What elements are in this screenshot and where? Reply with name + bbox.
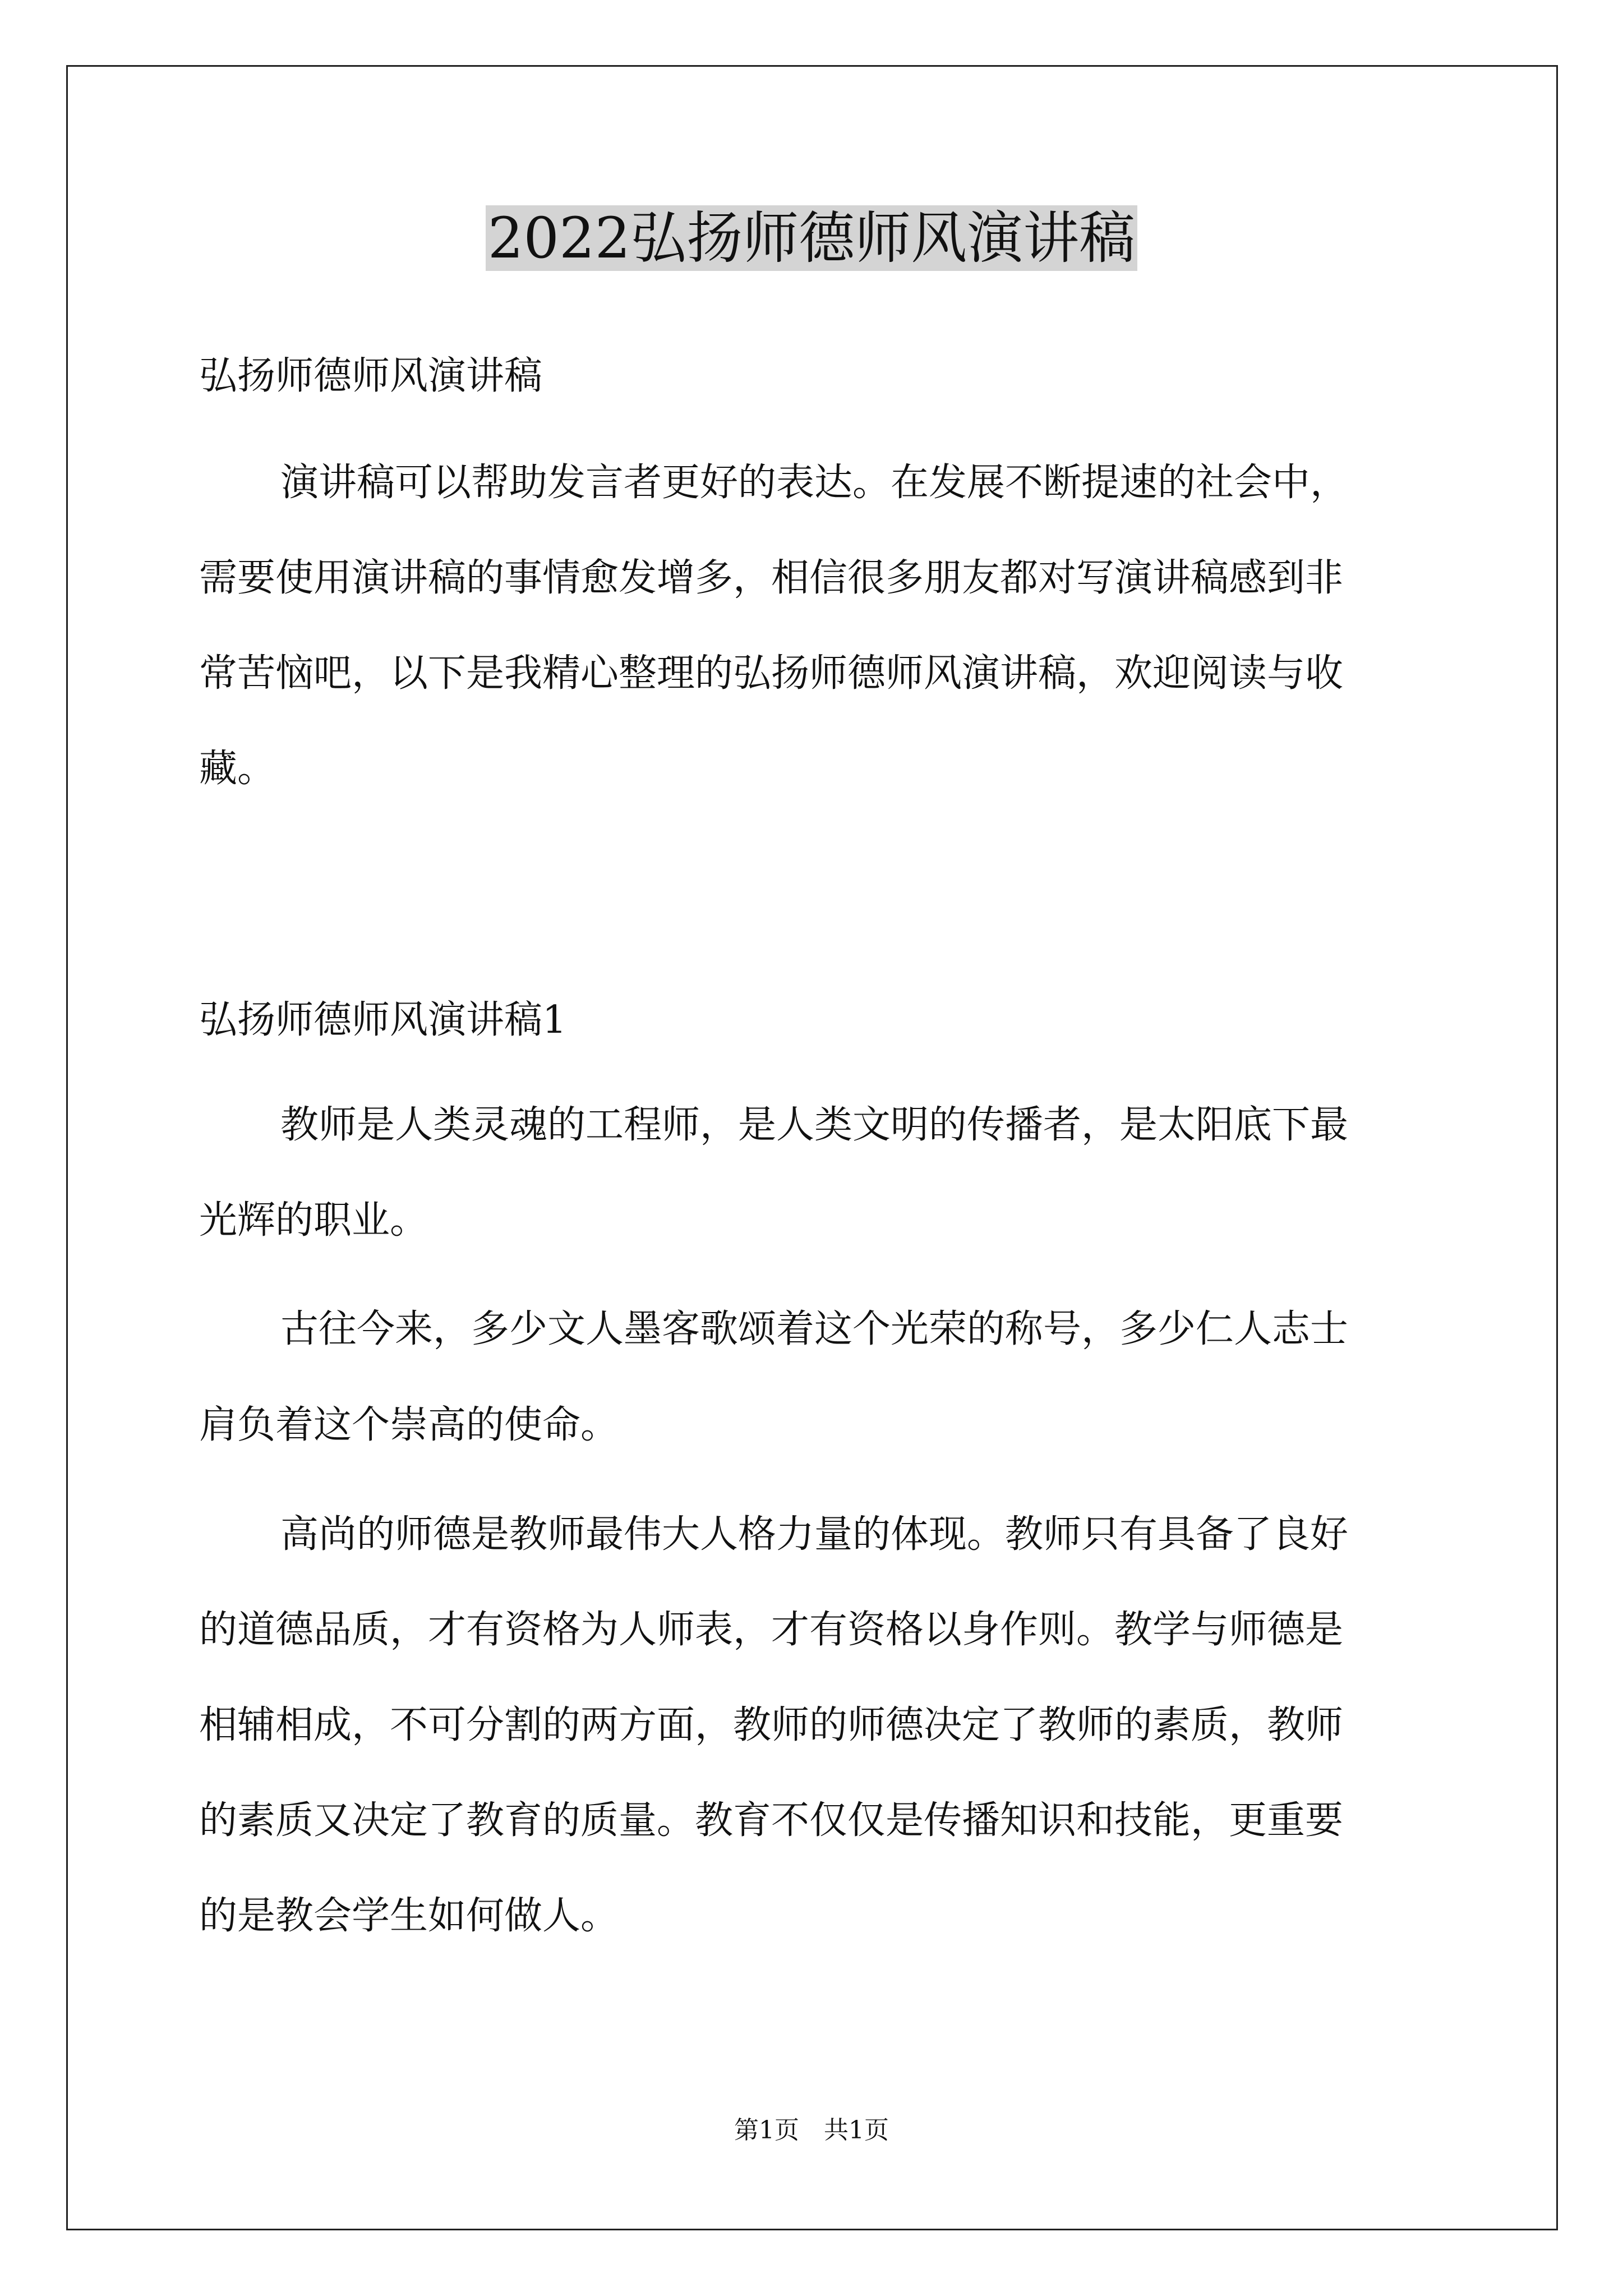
paragraph-line: 肩负着这个崇高的使命。 — [199, 1403, 619, 1447]
paragraph-line: 需要使用演讲稿的事情愈发增多，相信很多朋友都对写演讲稿感到非 — [199, 556, 1344, 600]
paragraph-line: 演讲稿可以帮助发言者更好的表达。在发展不断提速的社会中， — [280, 461, 1349, 505]
paragraph-line: 相辅相成，不可分割的两方面，教师的师德决定了教师的素质，教师 — [199, 1703, 1344, 1747]
paragraph-line: 的是教会学生如何做人。 — [199, 1894, 619, 1938]
paragraph-line: 光辉的职业。 — [199, 1198, 428, 1243]
paragraph-line: 的素质又决定了教育的质量。教育不仅仅是传播知识和技能，更重要 — [199, 1798, 1344, 1843]
paragraph-line: 高尚的师德是教师最伟大人格力量的体现。教师只有具备了良好 — [280, 1512, 1349, 1557]
document-title — [0, 199, 1623, 278]
paragraph-line: 藏。 — [199, 747, 276, 791]
paragraph-line: 古往今来，多少文人墨客歌颂着这个光荣的称号，多少仁人志士 — [280, 1307, 1349, 1351]
paragraph-line: 教师是人类灵魂的工程师，是人类文明的传播者，是太阳底下最 — [280, 1103, 1349, 1147]
paragraph-line: 的道德品质，才有资格为人师表，才有资格以身作则。教学与师德是 — [199, 1608, 1344, 1652]
paragraph-line: 常苦恼吧，以下是我精心整理的弘扬师德师风演讲稿，欢迎阅读与收 — [199, 651, 1344, 696]
document-title-text: 2022弘扬师德师风演讲稿 — [486, 205, 1138, 271]
section-heading: 弘扬师德师风演讲稿1 — [199, 998, 567, 1042]
intro-heading: 弘扬师德师风演讲稿 — [199, 354, 543, 398]
page-footer: 第1页 共1页 — [734, 2116, 889, 2145]
